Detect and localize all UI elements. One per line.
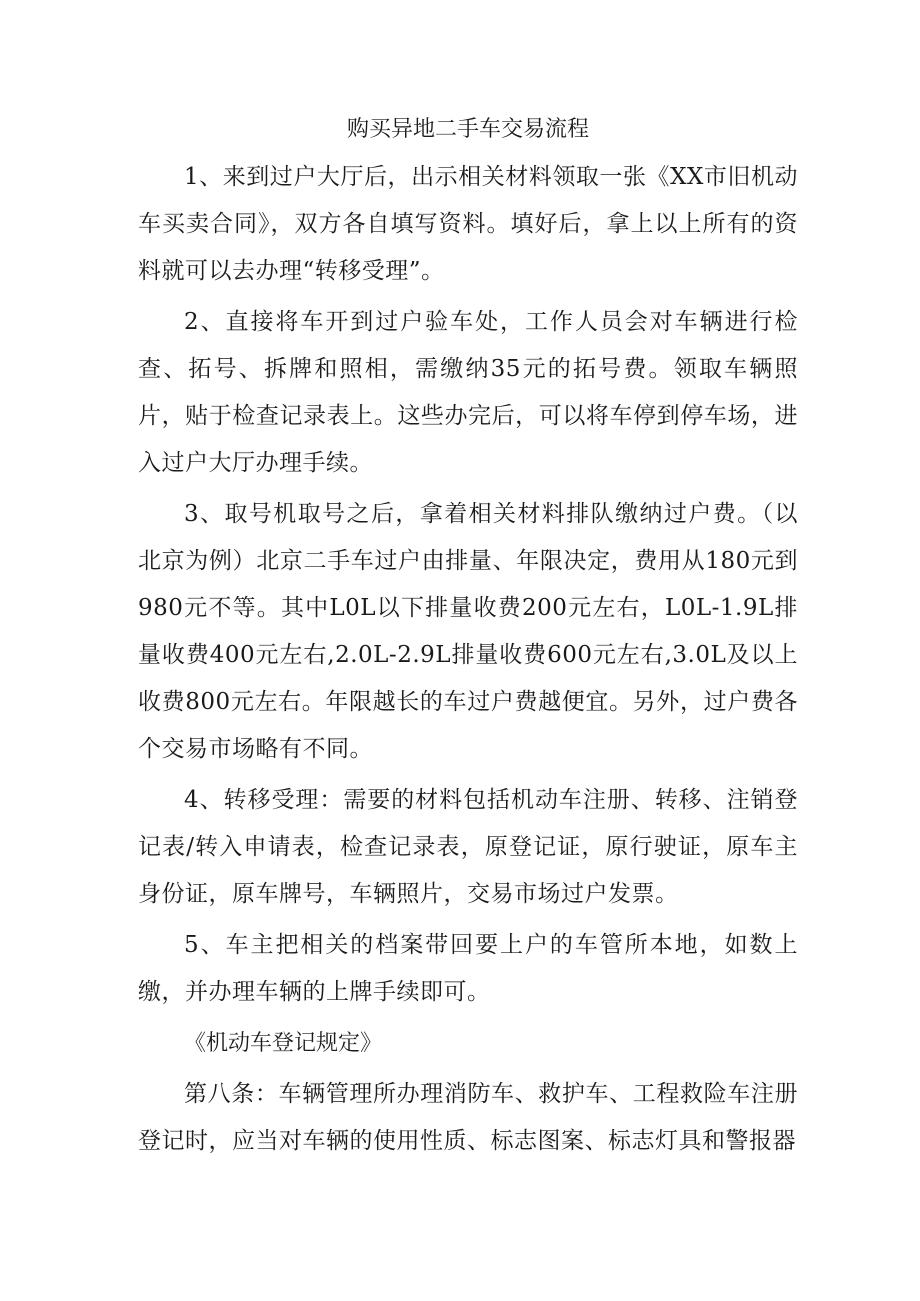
- paragraph-step-5: 5、车主把相关的档案带回要上户的车管所本地，如数上缴，并办理车辆的上牌手续即可。: [138, 932, 798, 1005]
- paragraph-step-3: 3、取号机取号之后，拿着相关材料排队缴纳过户费。（以北京为例）北京二手车过户由排量、年限决定，费用从180元到980元不等。其中L0L以下排量收费200元左右，L0L-1.9L排量收费400元左右,2.0L-2.9L排量收费600元左右,3.0L及以上收费800元左右。年限越长的车过户费越便宜。另外，过户费各个交易市场略有不同。: [138, 501, 798, 762]
- paragraph-step-2: 2、直接将车开到过户验车处，工作人员会对车辆进行检查、拓号、拆牌和照相，需缴纳35元的拓号费。领取车辆照片，贴于检查记录表上。这些办完后，可以将车停到停车场，进入过户大厅办理手续。: [138, 309, 798, 476]
- document-title: 购买异地二手车交易流程: [346, 117, 589, 142]
- article-paragraph: 第八条：车辆管理所办理消防车、救护车、工程救险车注册登记时，应当对车辆的使用性质、标志图案、标志灯具和警报器: [138, 1081, 798, 1154]
- document-page: [138, 110, 798, 1169]
- paragraph-step-1: 1、来到过户大厅后，出示相关材料领取一张《XX市旧机动车买卖合同》，双方各自填写资料。填好后，拿上以上所有的资料就可以去办理“转移受理”。: [138, 164, 798, 284]
- paragraph-step-4: 4、转移受理：需要的材料包括机动车注册、转移、注销登记表/转入申请表，检查记录表，原登记证，原行驶证，原车主身份证，原车牌号，车辆照片，交易市场过户发票。: [138, 787, 798, 907]
- section-title: 《机动车登记规定》: [184, 1031, 383, 1056]
